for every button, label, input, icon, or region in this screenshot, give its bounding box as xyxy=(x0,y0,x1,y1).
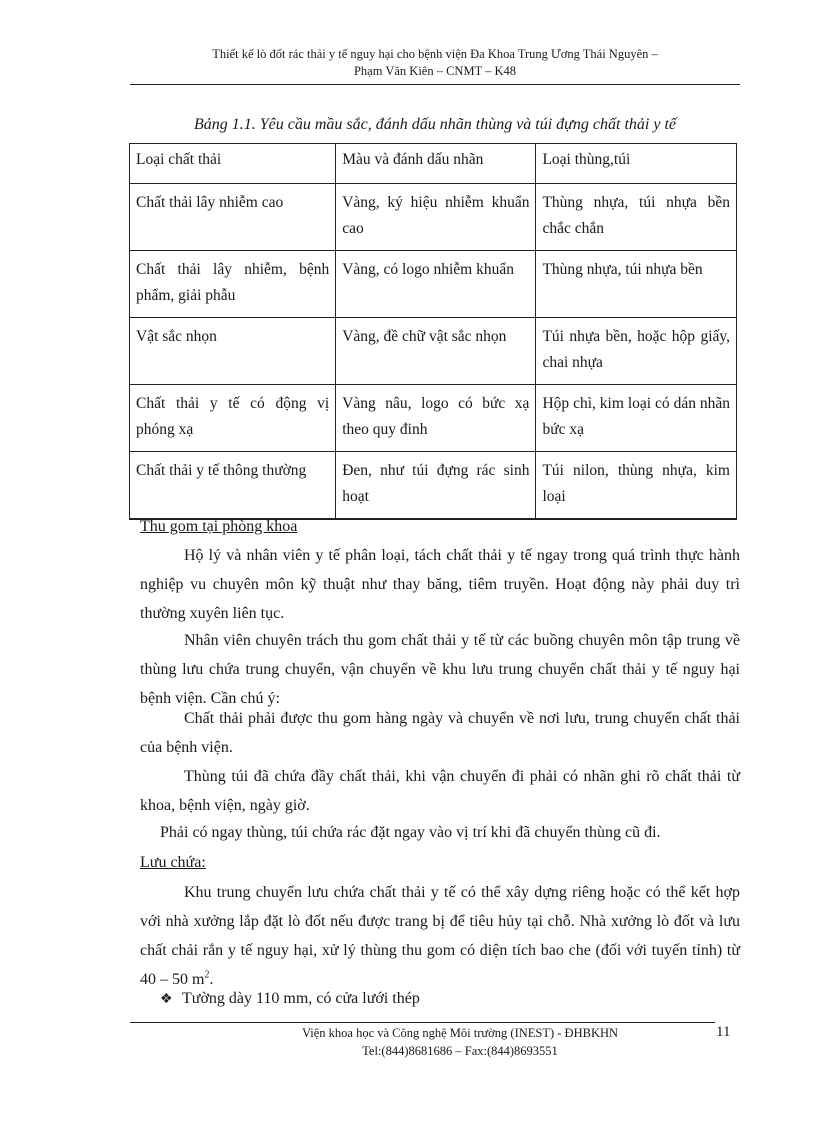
table-row xyxy=(130,452,737,520)
table-header-cell: Loại thùng,túi xyxy=(536,144,737,184)
table-cell: Vật sắc nhọn xyxy=(130,318,336,385)
paragraph-end: . xyxy=(209,971,214,988)
header-divider xyxy=(130,84,740,85)
table-cell: Chất thải y tế thông thường xyxy=(130,452,336,520)
footer-contact: Tel:(844)8681686 – Fax:(844)8693551 xyxy=(362,1044,558,1058)
paragraph: Hộ lý và nhân viên y tế phân loại, tách chất thải y tế ngay trong quá trình thực hành nghiệp vu chuyên môn kỹ thuật như thay băng, tiêm truyền. Hoạt động này phải duy trì thường xuyên liên tục. xyxy=(140,547,740,622)
table-cell: Chất thải lây nhiễm cao xyxy=(130,184,336,251)
table-cell: Chất thải lây nhiễm, bệnh phẩm, giải phẫu xyxy=(130,251,336,318)
table-cell: Thùng nhựa, túi nhựa bền xyxy=(536,251,737,318)
table-cell: Túi nilon, thùng nhựa, kim loại xyxy=(536,452,737,520)
section-heading-collection: Thu gom tại phòng khoa xyxy=(140,518,298,535)
table-cell: Hộp chì, kim loại có dán nhãn bức xạ xyxy=(536,385,737,452)
table-cell: Vàng nâu, logo có bức xạ theo quy đinh xyxy=(336,385,536,452)
table-row xyxy=(130,184,737,251)
table-header-cell: Loại chất thải xyxy=(130,144,336,184)
paragraph: Nhân viên chuyên trách thu gom chất thải y tế từ các buồng chuyên môn tập trung về thùng lưu chứa trung chuyển, vận chuyển về khu lưu trung chuyển chất thải y tế nguy hại bệnh viện. Cần chú ý: xyxy=(140,632,740,707)
table-row xyxy=(130,251,737,318)
table-cell: Vàng, có logo nhiễm khuẩn xyxy=(336,251,536,318)
page-header xyxy=(130,46,740,80)
table-row xyxy=(130,385,737,452)
bullet-text: Tường dày 110 mm, có cửa lưới thép xyxy=(182,990,420,1007)
table-cell: Túi nhựa bền, hoặc hộp giấy, chai nhựa xyxy=(536,318,737,385)
table-cell: Chất thải y tế có động vị phóng xạ xyxy=(130,385,336,452)
table-header-row xyxy=(130,144,737,184)
footer-divider xyxy=(130,1022,715,1023)
paragraph-text: Khu trung chuyển lưu chứa chất thải y tế có thể xây dựng riêng hoặc có thể kết hợp với nhà xưởng lắp đặt lò đốt nếu được trang bị để tiêu hủy tại chỗ. Nhà xưởng lò đốt và lưu chất chải rắn y tế nguy hại, xử lý thùng thu gom có diện tích bao che (đối với tuyến tỉnh) từ 40 – 50 m xyxy=(140,884,740,988)
table-caption: Bảng 1.1. Yêu cầu mầu sắc, đánh dấu nhãn thùng và túi đựng chất thải y tế xyxy=(193,116,676,133)
table-header-cell: Màu và đánh dấu nhãn xyxy=(336,144,536,184)
header-author-line: Phạm Văn Kiên – CNMT – K48 xyxy=(353,64,517,78)
diamond-bullet-icon: ❖ xyxy=(160,992,173,1007)
table-row xyxy=(130,318,737,385)
paragraph: Thùng túi đã chứa đầy chất thải, khi vận chuyển đi phải có nhãn ghi rõ chất thải từ khoa, bệnh viện, ngày giờ. xyxy=(140,768,740,814)
table-cell: Thùng nhựa, túi nhựa bền chắc chắn xyxy=(536,184,737,251)
page-number: 11 xyxy=(716,1024,731,1040)
superscript: 2 xyxy=(204,969,210,981)
section-heading-storage: Lưu chứa: xyxy=(140,854,206,871)
paragraph: Phải có ngay thùng, túi chứa rác đặt ngay vào vị trí khi đã chuyển thùng cũ đi. xyxy=(160,824,661,841)
page-footer xyxy=(240,1024,680,1060)
header-title-line: Thiết kế lò đốt rác thải y tế nguy hại cho bệnh viện Đa Khoa Trung Ương Thái Nguyên – xyxy=(212,47,658,61)
footer-institute: Viện khoa học và Công nghệ Môi trường (INEST) - ĐHBKHN xyxy=(301,1026,619,1040)
table-cell: Vàng, ký hiệu nhiễm khuẩn cao xyxy=(336,184,536,251)
paragraph xyxy=(140,878,740,994)
bullet-item xyxy=(160,989,420,1010)
waste-color-table xyxy=(129,143,737,520)
table-cell: Đen, như túi đựng rác sinh hoạt xyxy=(336,452,536,520)
table-cell: Vàng, đề chữ vật sắc nhọn xyxy=(336,318,536,385)
paragraph: Chất thải phải được thu gom hàng ngày và chuyển về nơi lưu, trung chuyển chất thải của bệnh viện. xyxy=(140,710,740,756)
